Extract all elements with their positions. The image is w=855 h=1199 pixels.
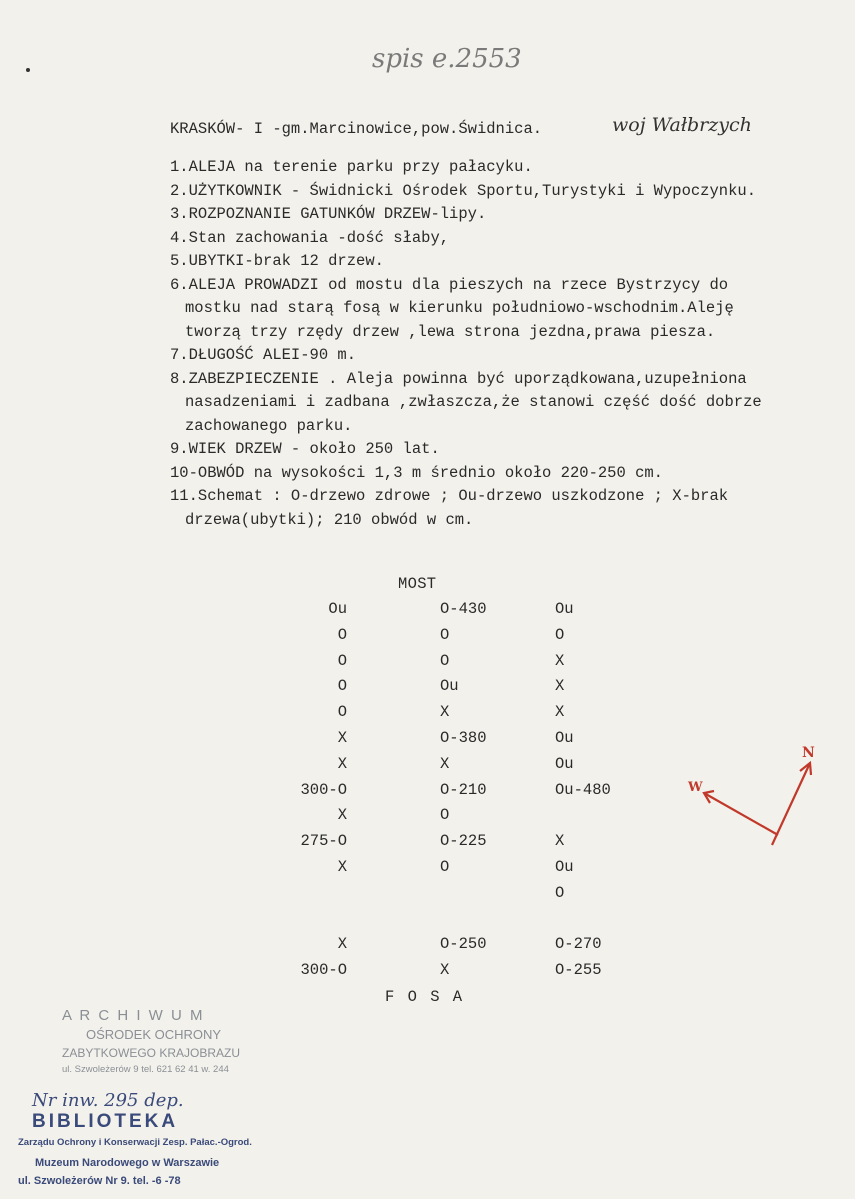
schema-cell: X [440,754,450,773]
list-item: 4.Stan zachowania -dość słaby, [170,228,450,247]
schema-cell: O [440,858,450,876]
library-stamp-title: BIBLIOTEKA [32,1111,179,1132]
document-header: KRASKÓW- I -gm.Marcinowice,pow.Świdnica. [170,120,543,138]
schema-cell: Ou [555,729,574,747]
schema-cell: O-250 [440,935,487,954]
schema-cell: O-270 [555,935,602,954]
list-item: 2.UŻYTKOWNIK - Świdnicki Ośrodek Sportu,Turystyki i Wypoczynku. [170,181,756,200]
list-item: nasadzeniami i zadbana ,zwłaszcza,że stanowi część dość dobrze [185,393,762,411]
compass-arrows [680,735,830,860]
archive-stamp-line1: OŚRODEK OCHRONY [86,1027,222,1042]
schema-cell: X [337,729,347,747]
schema-top-label: MOST [398,575,437,593]
schema-cell: Ou-480 [555,780,611,799]
schema-bottom-label: F O S A [385,988,465,1006]
schema-cell: 300-O [300,780,347,799]
schema-cell: O [555,883,565,902]
archive-stamp-line3: ul. Szwoleżerów 9 tel. 621 62 41 w. 244 [62,1064,229,1075]
schema-cell: O-210 [440,780,487,799]
list-item: 9.WIEK DRZEW - około 250 lat. [170,440,440,458]
schema-cell: Ou [328,600,347,618]
schema-cell: Ou [555,600,574,618]
list-item: 6.ALEJA PROWADZI od mostu dla pieszych na rzece Bystrzycy do [170,275,729,294]
schema-cell: 275-O [300,832,347,851]
schema-cell: O-430 [440,600,487,618]
list-item: zachowanego parku. [185,416,353,435]
archive-stamp-title: A R C H I W U M [62,1007,205,1024]
schema-cell: X [555,651,565,670]
library-stamp-line3: ul. Szwoleżerów Nr 9. tel. -6 -78 [18,1175,181,1187]
schema-cell: O [337,625,347,644]
north-label: N [802,745,815,761]
schema-cell: O [337,677,347,696]
schema-cell: X [440,961,450,980]
list-item: 5.UBYTKI-brak 12 drzew. [170,252,384,270]
schema-cell: 300-O [300,961,347,980]
schema-cell: X [337,754,347,773]
archive-stamp-line2: ZABYTKOWEGO KRAJOBRAZU [62,1046,241,1060]
schema-cell: O-225 [440,832,487,851]
schema-cell: O [440,806,450,825]
schema-cell: O [337,703,347,722]
schema-cell: O-255 [555,961,602,980]
schema-cell: X [337,858,347,876]
list-item: 10-OBWÓD na wysokości 1,3 m średnio około 220-250 cm. [170,463,663,482]
schema-cell: Ou [555,858,574,876]
schema-cell: O [440,625,450,644]
schema-cell: X [555,677,565,696]
schema-cell: Ou [555,754,574,773]
schema-cell: O [440,651,450,670]
schema-cell: X [555,832,565,851]
schema-cell: X [555,703,565,722]
schema-cell: X [337,935,347,954]
list-item: drzewa(ubytki); 210 obwód w cm. [185,510,474,529]
west-arrow [704,793,778,835]
list-item: 8.ZABEZPIECZENIE . Aleja powinna być uporządkowana,uzupełniona [170,369,747,388]
schema-cell: O [337,651,347,670]
west-label: W [688,780,703,795]
schema-cell: Ou [440,677,459,696]
schema-cell: O [555,625,565,644]
schema-cell: O-380 [440,729,487,747]
schema-cell: X [440,703,450,722]
schema-cell: X [337,806,347,825]
list-item: 3.ROZPOZNANIE GATUNKÓW DRZEW-lipy. [170,205,487,223]
list-item: 7.DŁUGOŚĆ ALEI-90 m. [170,346,357,364]
list-item: tworzą trzy rzędy drzew ,lewa strona jezdna,prawa piesza. [185,322,716,341]
north-arrow [772,763,810,845]
list-item: mostku nad starą fosą w kierunku południowo-wschodnim.Aleję [185,299,734,317]
library-stamp-line1: Zarządu Ochrony i Konserwacji Zesp. Pałac.-Ogrod. [18,1137,252,1148]
item-list [170,158,762,534]
punch-mark [26,68,30,72]
library-stamp-line2: Muzeum Narodowego w Warszawie [35,1157,220,1169]
handwritten-region: woj Wałbrzych [612,114,752,136]
handwritten-reference: spis e.2553 [372,44,522,74]
library-inventory-number: Nr inw. 295 dep. [32,1090,184,1111]
list-item: 1.ALEJA na terenie parku przy pałacyku. [170,158,533,176]
list-item: 11.Schemat : O-drzewo zdrowe ; Ou-drzewo uszkodzone ; X-brak [170,487,729,505]
